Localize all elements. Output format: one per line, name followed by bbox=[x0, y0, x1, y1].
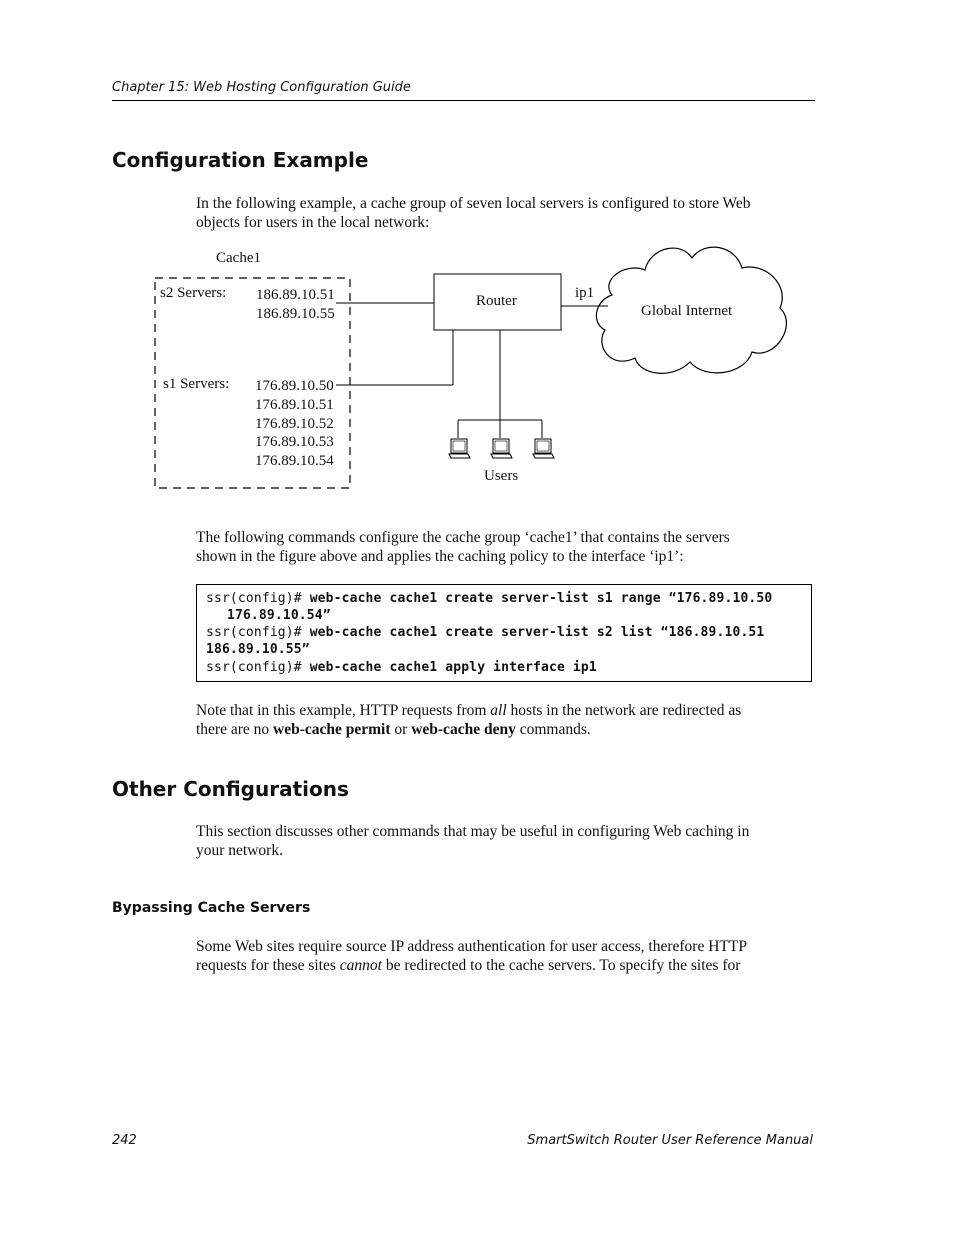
code-command: 176.89.10.54” bbox=[227, 608, 331, 623]
note-text: commands. bbox=[515, 721, 591, 738]
other-config-line-1: This section discusses other commands that may be useful in configuring Web caching in bbox=[196, 823, 750, 840]
code-line-3 bbox=[206, 625, 764, 640]
code-command: web-cache cache1 apply interface ip1 bbox=[309, 660, 597, 675]
command-name: web-cache deny bbox=[411, 721, 516, 738]
section-title-other-configurations: Other Configurations bbox=[112, 777, 349, 801]
computer-icon bbox=[491, 439, 512, 458]
manual-title: SmartSwitch Router User Reference Manual bbox=[527, 1133, 813, 1148]
s1-ip-4: 176.89.10.53 bbox=[255, 434, 334, 450]
code-line-1 bbox=[206, 591, 772, 606]
bypass-emphasis: cannot bbox=[339, 957, 382, 974]
code-prompt: ssr(config)# bbox=[206, 660, 310, 675]
computer-icon bbox=[449, 439, 470, 458]
bypass-line-2 bbox=[196, 956, 811, 975]
s1-ip-1: 176.89.10.50 bbox=[255, 378, 334, 394]
commands-intro-paragraph bbox=[196, 528, 811, 566]
note-text: there are no bbox=[196, 721, 274, 738]
running-header: Chapter 15: Web Hosting Configuration Guide bbox=[112, 80, 411, 95]
commands-intro-line-2: shown in the figure above and applies the caching policy to the interface ‘ip1’: bbox=[196, 548, 684, 565]
code-command: 186.89.10.55” bbox=[206, 642, 310, 657]
page-number: 242 bbox=[112, 1133, 137, 1148]
bypass-text: be redirected to the cache servers. To specify the sites for bbox=[381, 957, 741, 974]
bypass-paragraph bbox=[196, 937, 811, 975]
code-block bbox=[196, 584, 812, 682]
intro-line-1: In the following example, a cache group of seven local servers is configured to store Web bbox=[196, 195, 751, 212]
s2-servers-label: s2 Servers: bbox=[160, 285, 227, 301]
other-config-paragraph bbox=[196, 822, 811, 860]
code-line-5 bbox=[206, 660, 597, 675]
code-command: web-cache cache1 create server-list s2 list “186.89.10.51 bbox=[309, 625, 765, 640]
note-text: hosts in the network are redirected as bbox=[506, 702, 742, 719]
computer-icon bbox=[533, 439, 554, 458]
note-text: Note that in this example, HTTP requests from bbox=[196, 702, 491, 719]
section-title-configuration-example: Configuration Example bbox=[112, 148, 369, 172]
s2-ip-1: 186.89.10.51 bbox=[256, 287, 335, 303]
router-label: Router bbox=[476, 293, 517, 309]
code-prompt: ssr(config)# bbox=[206, 625, 310, 640]
note-emphasis: all bbox=[490, 702, 507, 719]
interface-ip1-label: ip1 bbox=[575, 285, 595, 301]
code-line-2 bbox=[227, 608, 331, 623]
code-prompt: ssr(config)# bbox=[206, 591, 310, 606]
global-internet-label: Global Internet bbox=[641, 303, 733, 319]
intro-line-2: objects for users in the local network: bbox=[196, 214, 430, 231]
bypass-line-1: Some Web sites require source IP address authentication for user access, therefore HTTP bbox=[196, 938, 747, 955]
bypass-text: requests for these sites bbox=[196, 957, 340, 974]
s1-servers-label: s1 Servers: bbox=[163, 376, 230, 392]
command-name: web-cache permit bbox=[273, 721, 391, 738]
note-line-2 bbox=[196, 720, 811, 739]
note-text: or bbox=[390, 721, 412, 738]
note-line-1 bbox=[196, 701, 811, 720]
commands-intro-line-1: The following commands configure the cache group ‘cache1’ that contains the servers bbox=[196, 529, 730, 546]
note-paragraph bbox=[196, 701, 811, 739]
other-config-line-2: your network. bbox=[196, 842, 283, 859]
s1-ip-2: 176.89.10.51 bbox=[255, 397, 334, 413]
s2-ip-2: 186.89.10.55 bbox=[256, 306, 335, 322]
network-diagram bbox=[0, 0, 954, 520]
code-command: web-cache cache1 create server-list s1 range “176.89.10.50 bbox=[309, 591, 773, 606]
cache-group-label: Cache1 bbox=[216, 250, 261, 266]
subsection-title-bypassing: Bypassing Cache Servers bbox=[112, 900, 311, 916]
s1-ip-5: 176.89.10.54 bbox=[255, 453, 334, 469]
users-label: Users bbox=[484, 468, 519, 484]
code-line-4 bbox=[206, 642, 310, 657]
s1-ip-3: 176.89.10.52 bbox=[255, 416, 334, 432]
